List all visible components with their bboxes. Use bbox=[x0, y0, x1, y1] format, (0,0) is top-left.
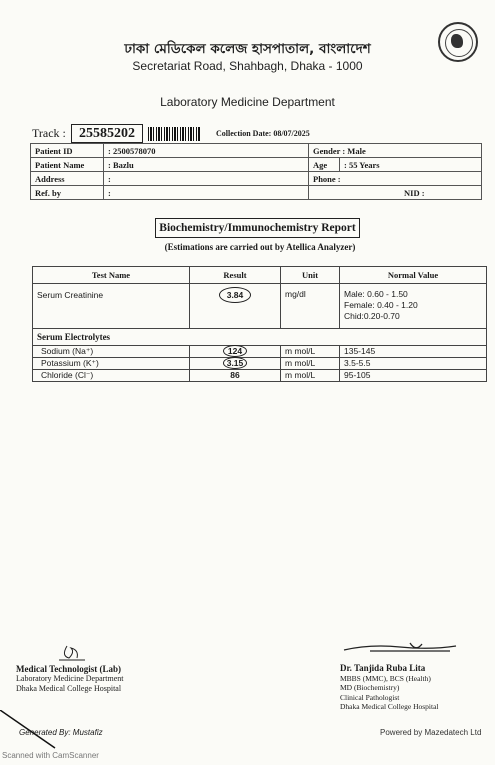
hospital-name-bengali: ঢাকা মেডিকেল কলেজ হাসপাতাল, বাংলাদেশ bbox=[124, 41, 371, 57]
test-name: Potassium (K⁺) bbox=[33, 358, 190, 370]
address-label: Address bbox=[31, 172, 104, 186]
doctor-degree: MBBS (MMC), BCS (Health) bbox=[340, 673, 431, 683]
track-number: 25585202 bbox=[71, 124, 143, 143]
table-row bbox=[33, 284, 487, 329]
doctor-hospital: Dhaka Medical College Hospital bbox=[340, 702, 439, 711]
test-unit: mg/dl bbox=[281, 284, 340, 329]
ref-value: : bbox=[104, 186, 309, 200]
generated-by: Generated By: Mustafiz bbox=[19, 728, 103, 737]
doctor-name: Dr. Tanjida Ruba Lita bbox=[340, 663, 426, 673]
doctor-md: MD (Biochemistry) bbox=[340, 683, 400, 692]
normal-value: 135-145 bbox=[340, 346, 487, 358]
test-unit: m mol/L bbox=[281, 358, 340, 370]
age-label: Age bbox=[309, 158, 340, 172]
doctor-block bbox=[340, 664, 439, 712]
test-unit: m mol/L bbox=[281, 346, 340, 358]
scanner-watermark: Scanned with CamScanner bbox=[2, 751, 99, 760]
doctor-role: Clinical Pathologist bbox=[340, 692, 400, 702]
phone: Phone : bbox=[309, 172, 482, 186]
technologist-title: Medical Technologist (Lab) bbox=[16, 664, 122, 674]
track-label: Track : bbox=[32, 126, 66, 140]
table-row bbox=[33, 370, 487, 382]
test-result: 86 bbox=[190, 370, 281, 382]
results-table bbox=[32, 266, 487, 382]
technologist-block bbox=[16, 664, 124, 694]
test-result: 3.84 bbox=[219, 287, 252, 303]
hospital-address: Secretariat Road, Shahbagh, Dhaka - 1000 bbox=[132, 59, 363, 73]
technologist-signature bbox=[55, 642, 91, 664]
patient-name-value: : Bazlu bbox=[104, 158, 309, 172]
address-value: : bbox=[104, 172, 309, 186]
government-seal-icon bbox=[438, 22, 478, 62]
technologist-dept: Laboratory Medicine Department bbox=[16, 674, 124, 683]
table-row bbox=[33, 346, 487, 358]
normal-value-child: Chid:0.20-0.70 bbox=[344, 311, 400, 321]
col-unit: Unit bbox=[281, 267, 340, 284]
normal-value: 95-105 bbox=[340, 370, 487, 382]
nid: NID : bbox=[309, 186, 482, 200]
col-normal-value: Normal Value bbox=[340, 267, 487, 284]
col-result: Result bbox=[190, 267, 281, 284]
gender: Gender : Male bbox=[309, 144, 482, 158]
patient-id-label: Patient ID bbox=[31, 144, 104, 158]
test-result: 124 bbox=[223, 345, 247, 357]
table-row bbox=[33, 358, 487, 370]
patient-name-label: Patient Name bbox=[31, 158, 104, 172]
normal-value: 3.5-5.5 bbox=[340, 358, 487, 370]
patient-id-value: : 2500578070 bbox=[104, 144, 309, 158]
ref-label: Ref. by bbox=[31, 186, 104, 200]
technologist-hospital: Dhaka Medical College Hospital bbox=[16, 684, 122, 693]
test-unit: m mol/L bbox=[281, 370, 340, 382]
age-value: : 55 Years bbox=[340, 158, 482, 172]
test-name: Chloride (Cl⁻) bbox=[33, 370, 190, 382]
normal-value-female: Female: 0.40 - 1.20 bbox=[344, 300, 418, 310]
collection-date: Collection Date: 08/07/2025 bbox=[216, 129, 310, 138]
doctor-signature bbox=[340, 638, 460, 656]
test-name: Serum Creatinine bbox=[33, 284, 190, 329]
test-result: 3.15 bbox=[223, 357, 248, 369]
col-test-name: Test Name bbox=[33, 267, 190, 284]
department-title: Laboratory Medicine Department bbox=[160, 95, 335, 109]
report-title: Biochemistry/Immunochemistry Report bbox=[155, 218, 360, 238]
scan-fold-line bbox=[0, 710, 60, 750]
report-subtitle: (Estimations are carried out by Atellica Analyzer) bbox=[164, 242, 356, 252]
powered-by: Powered by Mazedatech Ltd bbox=[380, 728, 482, 737]
test-name: Sodium (Na⁺) bbox=[33, 346, 190, 358]
section-heading: Serum Electrolytes bbox=[33, 329, 487, 346]
normal-value-male: Male: 0.60 - 1.50 bbox=[344, 289, 408, 299]
patient-info-table bbox=[30, 143, 482, 200]
barcode-icon bbox=[148, 127, 200, 141]
